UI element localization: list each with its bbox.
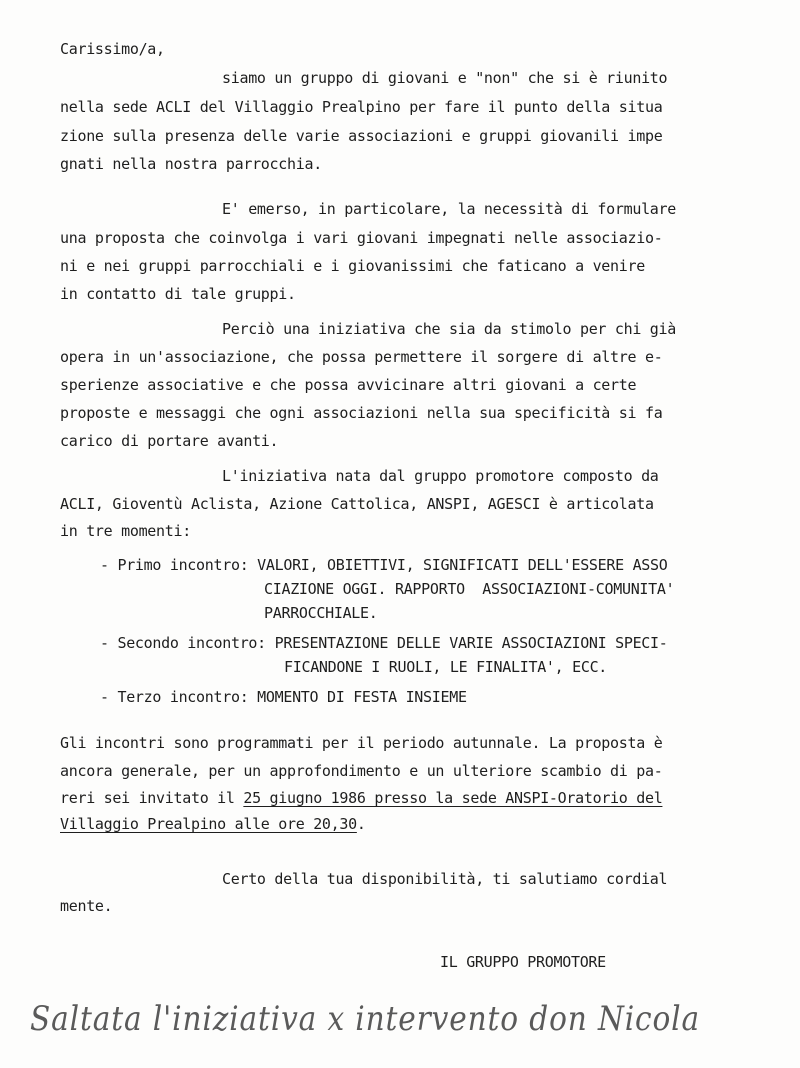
paragraph-4-line-3: in tre momenti: xyxy=(60,522,191,540)
paragraph-5-line-3-text: reri sei invitato il xyxy=(60,789,244,807)
list-item-1-line-3: PARROCCHIALE. xyxy=(264,604,378,622)
paragraph-5-line-4-end: . xyxy=(356,815,366,833)
paragraph-3-line-5: carico di portare avanti. xyxy=(60,432,279,450)
meeting-place-underlined: Villaggio Prealpino alle ore 20,30 xyxy=(60,815,357,833)
paragraph-1-line-4: gnati nella nostra parrocchia. xyxy=(60,155,322,173)
paragraph-2-line-3: ni e nei gruppi parrocchiali e i giovanissimi che faticano a venire xyxy=(60,257,645,275)
paragraph-5-line-4 xyxy=(60,815,366,833)
paragraph-1-line-3: zione sulla presenza delle varie associazioni e gruppi giovanili impe xyxy=(60,127,663,145)
signature: IL GRUPPO PROMOTORE xyxy=(440,953,606,971)
paragraph-4-line-1: L'iniziativa nata dal gruppo promotore composto da xyxy=(222,467,659,485)
paragraph-3-line-3: sperienze associative e che possa avvicinare altri giovani a certe xyxy=(60,376,637,394)
paragraph-3-line-2: opera in un'associazione, che possa permettere il sorgere di altre e- xyxy=(60,348,663,366)
paragraph-1-line-1: siamo un gruppo di giovani e "non" che si è riunito xyxy=(222,69,668,87)
paragraph-2-line-2: una proposta che coinvolga i vari giovani impegnati nelle associazio- xyxy=(60,229,663,247)
closing-line-1: Certo della tua disponibilità, ti salutiamo cordial xyxy=(222,870,668,888)
handwritten-note-text: Saltata l'iniziativa x intervento don Nicola xyxy=(30,999,700,1039)
closing-line-2: mente. xyxy=(60,897,113,915)
list-item-2-line-2: FICANDONE I RUOLI, LE FINALITA', ECC. xyxy=(284,658,608,676)
paragraph-3-line-1: Perciò una iniziativa che sia da stimolo per chi già xyxy=(222,320,677,338)
paragraph-5-line-1: Gli incontri sono programmati per il periodo autunnale. La proposta è xyxy=(60,734,663,752)
paragraph-2-line-1: E' emerso, in particolare, la necessità di formulare xyxy=(222,200,677,218)
meeting-date-underlined: 25 giugno 1986 presso la sede ANSPI-Oratorio del xyxy=(243,789,663,807)
paragraph-3-line-4: proposte e messaggi che ogni associazioni nella sua specificità si fa xyxy=(60,404,663,422)
paragraph-5-line-3 xyxy=(60,789,662,807)
list-item-2-line-1: - Secondo incontro: PRESENTAZIONE DELLE VARIE ASSOCIAZIONI SPECI- xyxy=(100,634,668,652)
handwritten-note-drawing xyxy=(30,990,710,1050)
paragraph-4-line-2: ACLI, Gioventù Aclista, Azione Cattolica, ANSPI, AGESCI è articolata xyxy=(60,495,654,513)
list-item-1-line-2: CIAZIONE OGGI. RAPPORTO ASSOCIAZIONI-COMUNITA' xyxy=(264,580,675,598)
paragraph-5-line-2: ancora generale, per un approfondimento e un ulteriore scambio di pa- xyxy=(60,762,663,780)
list-item-3-line-1: - Terzo incontro: MOMENTO DI FESTA INSIEME xyxy=(100,688,467,706)
paragraph-1-line-2: nella sede ACLI del Villaggio Prealpino per fare il punto della situa xyxy=(60,98,663,116)
handwritten-note xyxy=(30,990,710,1050)
paragraph-2-line-4: in contatto di tale gruppi. xyxy=(60,285,296,303)
list-item-1-line-1: - Primo incontro: VALORI, OBIETTIVI, SIGNIFICATI DELL'ESSERE ASSO xyxy=(100,556,668,574)
salutation: Carissimo/a, xyxy=(60,40,165,58)
